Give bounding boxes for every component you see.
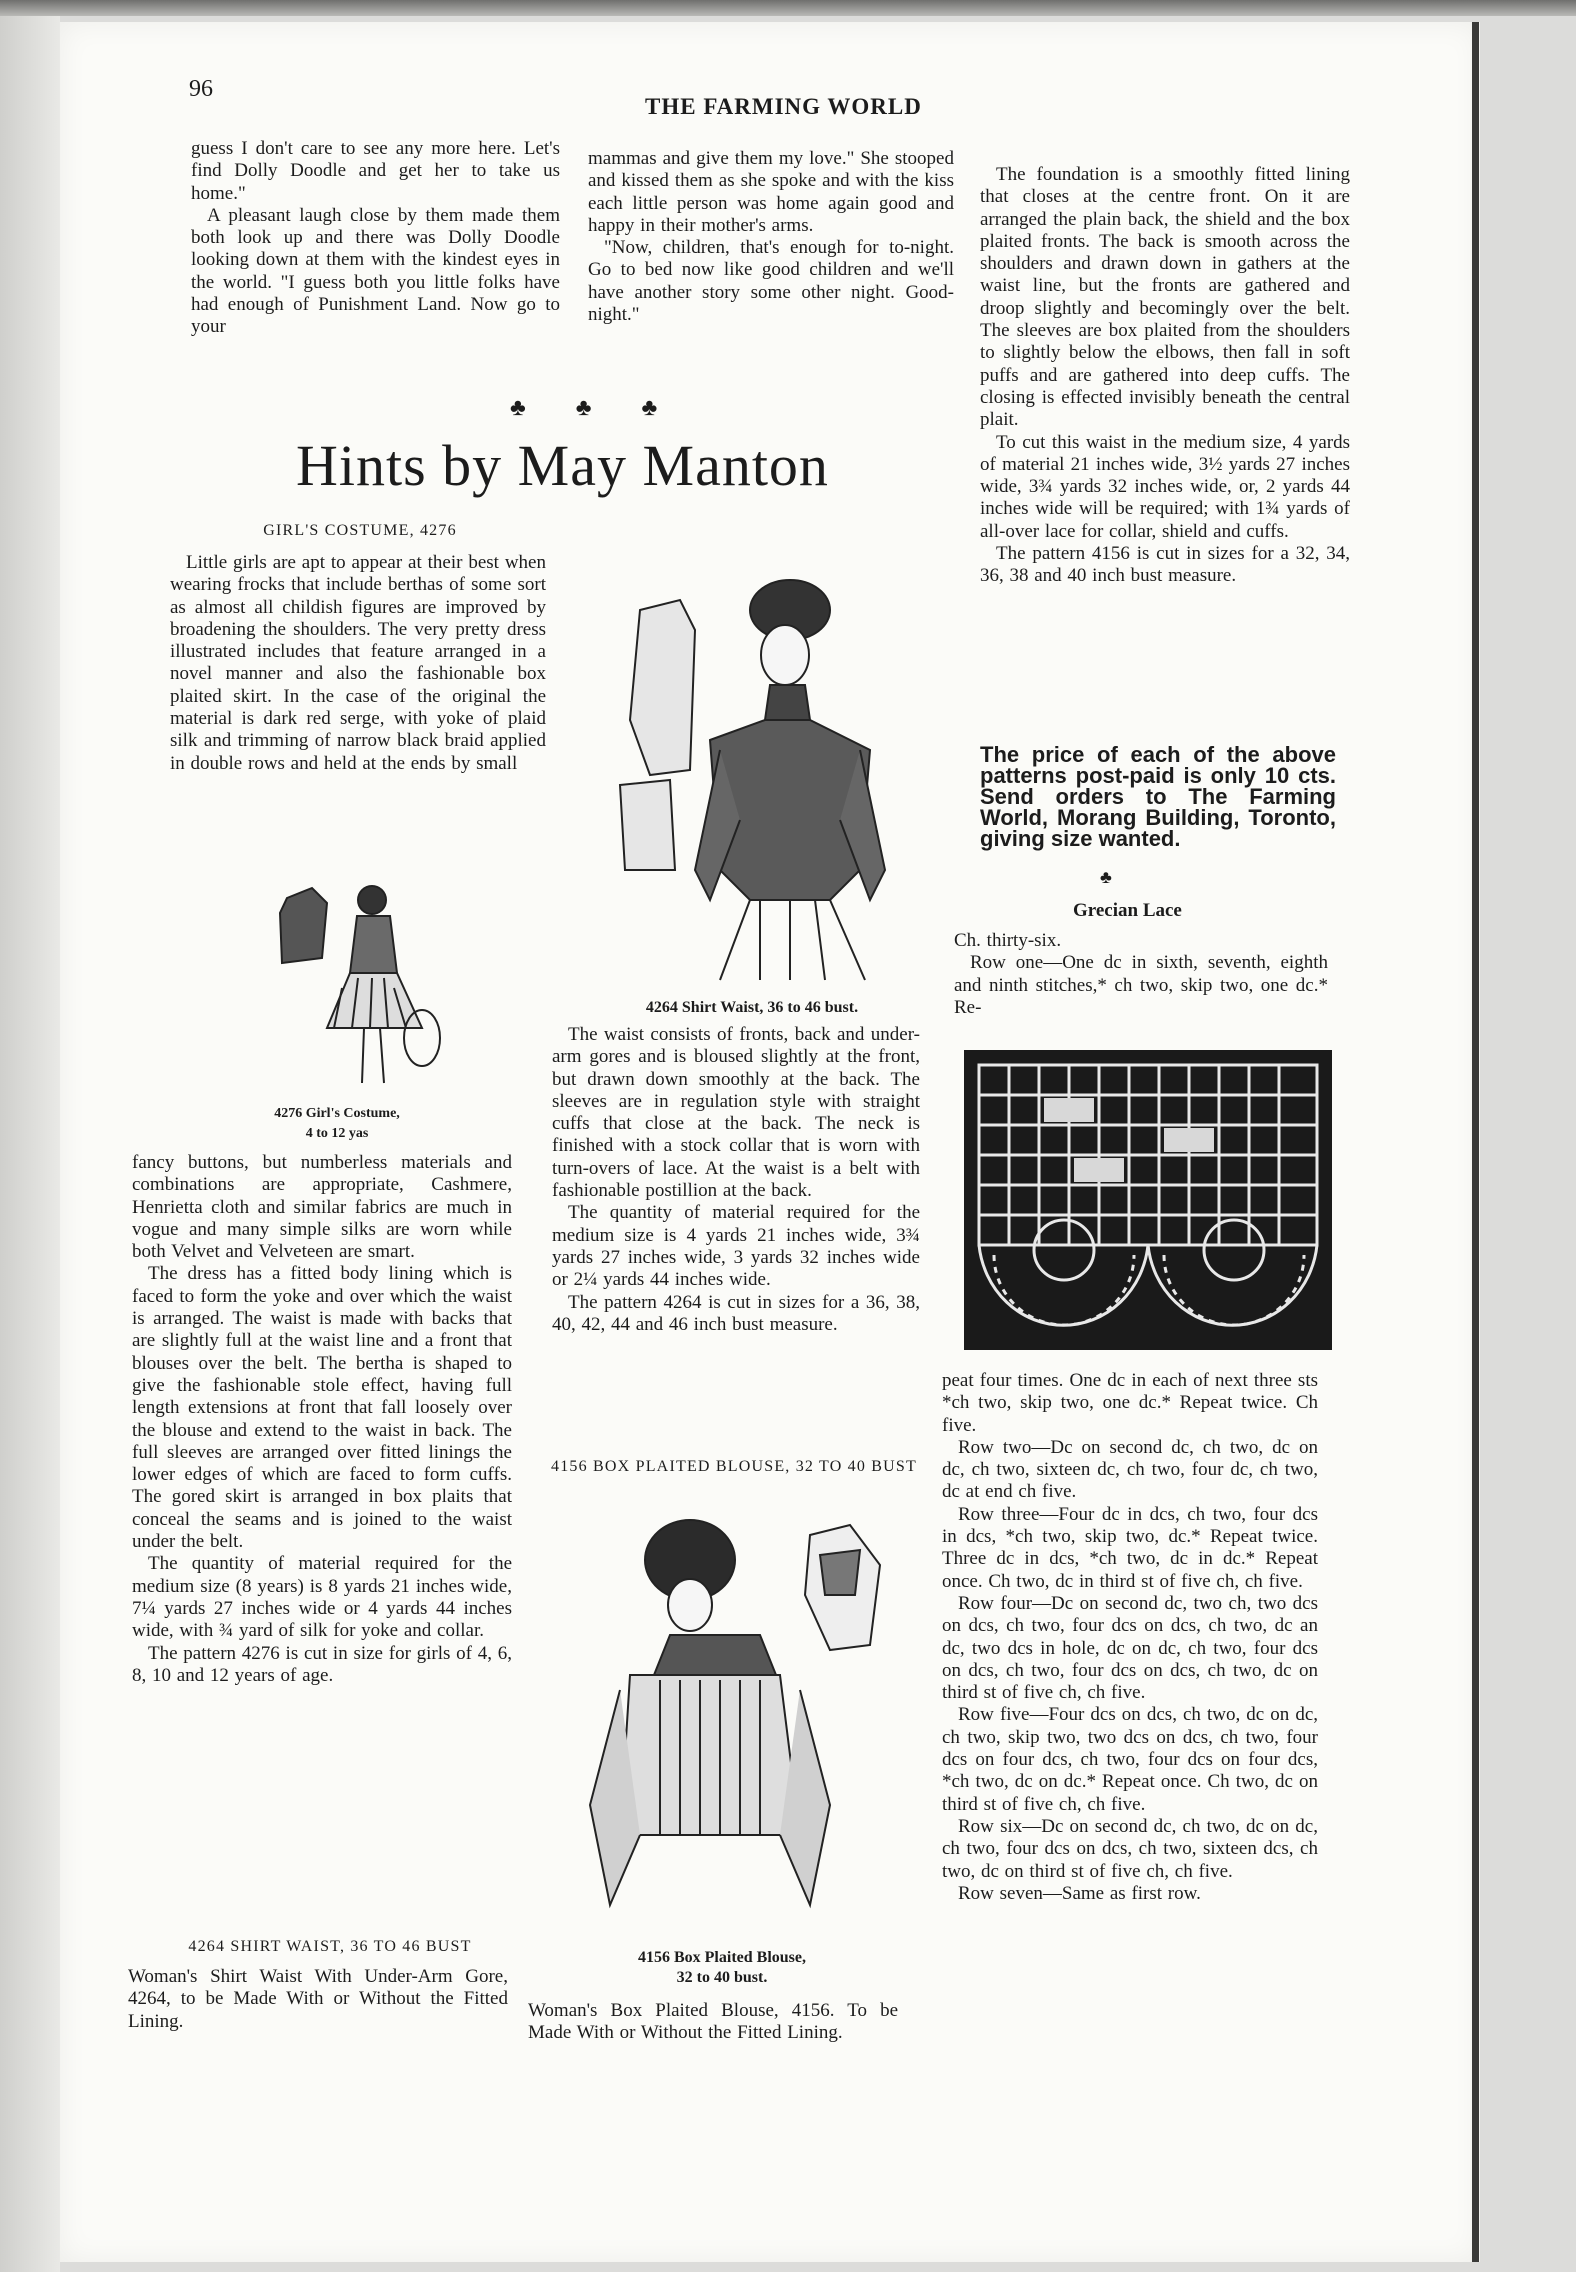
paragraph: Row two—Dc on second dc, ch two, dc on dc, ch two, sixteen dc, ch two, four dc, ch two, dc at end ch five. bbox=[942, 1436, 1318, 1503]
caption-line: 4 to 12 yas bbox=[305, 1126, 369, 1141]
girls-costume-intro bbox=[170, 552, 546, 775]
page-number: 96 bbox=[189, 76, 213, 102]
grecian-lace-photo bbox=[964, 1050, 1332, 1350]
blouse-caption bbox=[592, 1948, 852, 1988]
paragraph: A pleasant laugh close by them made them both look up and there was Dolly Doodle looking down at them with the kindest eyes in the world. "I guess both you little folks have had enough of Punishment Land. Now go to your bbox=[191, 204, 560, 338]
scan-border-top bbox=[0, 0, 1576, 16]
paragraph: The dress has a fitted body lining which is faced to form the yoke and over which the waist is arranged. The waist is made with backs that are slightly full at the waist line and a front that blouses over the belt. The bertha is shaped to give the fashionable stole effect, having full length extensions at front that fall loosely over the blouse and extend to the waist in back. The full sleeves are arranged over fitted linings the lower edges of which are faced to form cuffs. The gored skirt is arranged in box plaits that conceal the seams and is joined to the waist under the belt. bbox=[132, 1263, 512, 1553]
paragraph: peat four times. One dc in each of next three sts *ch two, skip two, one dc.* Repeat twice. Ch five. bbox=[942, 1370, 1318, 1436]
section-headline: Hints by May Manton bbox=[296, 433, 829, 498]
story-end-col2 bbox=[588, 148, 954, 326]
girls-costume-caption bbox=[232, 1104, 442, 1144]
paragraph: The pattern 4276 is cut in size for girls of 4, 6, 8, 10 and 12 years of age. bbox=[132, 1642, 513, 1686]
paragraph: mammas and give them my love." She stooped and kissed them as she spoke and with the kiss each little person was home again good and happy in their mother's arms. bbox=[588, 148, 954, 236]
paragraph: Row three—Four dc in dcs, ch two, four dcs in dcs, *ch two, skip two, dc.* Repeat twice. Three dc in dcs, *ch two, dc in dc.* Repeat once. Ch two, dc in third st of five ch, ch five. bbox=[942, 1503, 1318, 1592]
paragraph: Row seven—Same as first row. bbox=[958, 1882, 1201, 1904]
shirt-waist-caption: 4264 Shirt Waist, 36 to 46 bust. bbox=[645, 999, 859, 1016]
paragraph: The quantity of material required for the medium size is 4 yards 21 inches wide, 3¾ yards 27 inches wide, 3 yards 32 inches wide or 2¼ yards 44 inches wide. bbox=[552, 1202, 920, 1291]
blouse-body bbox=[980, 164, 1350, 588]
girls-costume-continued bbox=[132, 1152, 512, 1687]
paragraph: Little girls are apt to appear at their best when wearing frocks that include berthas of some sort as almost all childish figures are improved by broadening the shoulders. The very pretty dress illustrated includes that feature arranged in a novel manner and also the fashionable box plaited skirt. In the case of the original the material is dark red serge, with yoke of plaid silk and trimming of narrow black braid applied in double rows and held at the ends by small bbox=[170, 552, 546, 774]
page-edge-shadow bbox=[1472, 22, 1479, 2262]
shirt-waist-subhead bbox=[128, 1966, 508, 2033]
paragraph: Row four—Dc on second dc, two ch, two dcs on dcs, ch two, four dcs on dcs, ch two, dc an dc, two dcs in hole, dc on dc, ch two, four dcs on dcs, ch two, four dcs on dcs, ch two, dc on third st of five ch, ch five. bbox=[942, 1592, 1318, 1704]
shirt-waist-body bbox=[552, 1024, 920, 1336]
paragraph: Row six—Dc on second dc, ch two, dc on dc, ch two, four dcs on dcs, ch two, sixteen dcs, ch two, dc on third st of five ch, ch five. bbox=[942, 1815, 1318, 1882]
caption-line: 4156 Box Plaited Blouse, bbox=[637, 1949, 806, 1966]
subhead-text: Woman's Box Plaited Blouse, 4156. To be Made With or Without the Fitted Lining. bbox=[528, 2000, 898, 2044]
paragraph: Row one—One dc in sixth, seventh, eighth and ninth stitches,* ch two, skip two, one dc.* Re- bbox=[954, 952, 1328, 1018]
girls-costume-illustration bbox=[272, 878, 442, 1098]
paragraph: "Now, children, that's enough for to-night. Go to bed now like good children and we'll have another story some other night. Good-night." bbox=[588, 237, 954, 326]
subhead-text: Woman's Shirt Waist With Under-Arm Gore, 4264, to be Made With or Without the Fitted Lining. bbox=[128, 1966, 508, 2032]
shirt-waist-heading: 4264 SHIRT WAIST, 36 TO 46 BUST bbox=[188, 1938, 472, 1955]
shirt-waist-illustration bbox=[600, 570, 900, 990]
story-end-col1 bbox=[191, 138, 560, 339]
paragraph: The foundation is a smoothly fitted lining that closes at the centre front. On it are arranged the plain back, the shield and the box plaited fronts. The back is smooth across the shoulders and drawn down in gathers at the waist line, but the fronts are gathered and droop slightly and becomingly over the belt. The sleeves are box plaited from the shoulders to slightly below the elbows, then fall in soft puffs and are gathered into deep cuffs. The closing is effected invisibly beneath the central plait. bbox=[980, 164, 1350, 431]
paragraph: The pattern 4264 is cut in sizes for a 36, 38, 40, 42, 44 and 46 inch bust measure. bbox=[552, 1291, 920, 1335]
paragraph: guess I don't care to see any more here. Let's find Dolly Doodle and get her to take us home." bbox=[191, 138, 560, 204]
scan-border-left bbox=[0, 16, 60, 2272]
grecian-lace-title: Grecian Lace bbox=[1073, 900, 1182, 921]
paragraph: Ch. thirty-six. bbox=[954, 930, 1062, 951]
girls-costume-heading: GIRL'S COSTUME, 4276 bbox=[263, 522, 457, 539]
running-head: THE FARMING WORLD bbox=[645, 94, 922, 119]
grecian-lace-rows bbox=[942, 1370, 1318, 1905]
ornament-divider: ♣ ♣ ♣ bbox=[510, 395, 680, 421]
paragraph: The waist consists of fronts, back and under-arm gores and is bloused slightly at the front, but drawn down smoothly at the back. The sleeves are in regulation style with straight cuffs that close at the back. The neck is finished with a stock collar that is worn with turn-overs of lace. At the waist is a belt with fashionable postillion at the back. bbox=[552, 1024, 920, 1202]
blouse-subhead bbox=[528, 2000, 898, 2045]
paragraph: To cut this waist in the medium size, 4 yards of material 21 inches wide, 3½ yards 27 inches wide, 3¾ yards 32 inches wide, or, 2 yards 44 inches wide will be required; with 1¾ yards of all-over lace for collar, shield and cuffs. bbox=[980, 431, 1350, 542]
paragraph: fancy buttons, but numberless materials and combinations are appropriate, Cashmere, Henrietta cloth and similar fabrics are much in vogue and many simple silks are worn while both Velvet and Velveteen are smart. bbox=[132, 1152, 512, 1263]
caption-line: 4276 Girl's Costume, bbox=[274, 1106, 400, 1121]
blouse-illustration bbox=[580, 1505, 900, 1945]
paragraph: Row five—Four dcs on dcs, ch two, dc on dc, ch two, skip two, two dcs on dcs, ch two, four dcs on four dcs, ch two, four dcs on four dcs, *ch two, dc on dc.* Repeat once. Ch two, dc on third st of five ch, ch five. bbox=[942, 1704, 1318, 1815]
caption-line: 32 to 40 bust. bbox=[676, 1969, 768, 1986]
blouse-heading: 4156 BOX PLAITED BLOUSE, 32 TO 40 BUST bbox=[551, 1458, 917, 1475]
paragraph: The pattern 4156 is cut in sizes for a 32, 34, 36, 38 and 40 inch bust measure. bbox=[980, 543, 1350, 587]
paragraph: The quantity of material required for the medium size (8 years) is 8 yards 21 inches wide, 7¼ yards 27 inches wide or 4 yards 44 inches wide, with ¾ yard of silk for yoke and collar. bbox=[132, 1553, 512, 1642]
price-notice: The price of each of the above patterns post-paid is only 10 cts. Send orders to The Farming World, Morang Building, Toronto, giving size wanted. bbox=[980, 742, 1336, 851]
section-ornament: ♣ bbox=[1100, 867, 1112, 887]
grecian-lace-intro bbox=[954, 930, 1328, 1019]
